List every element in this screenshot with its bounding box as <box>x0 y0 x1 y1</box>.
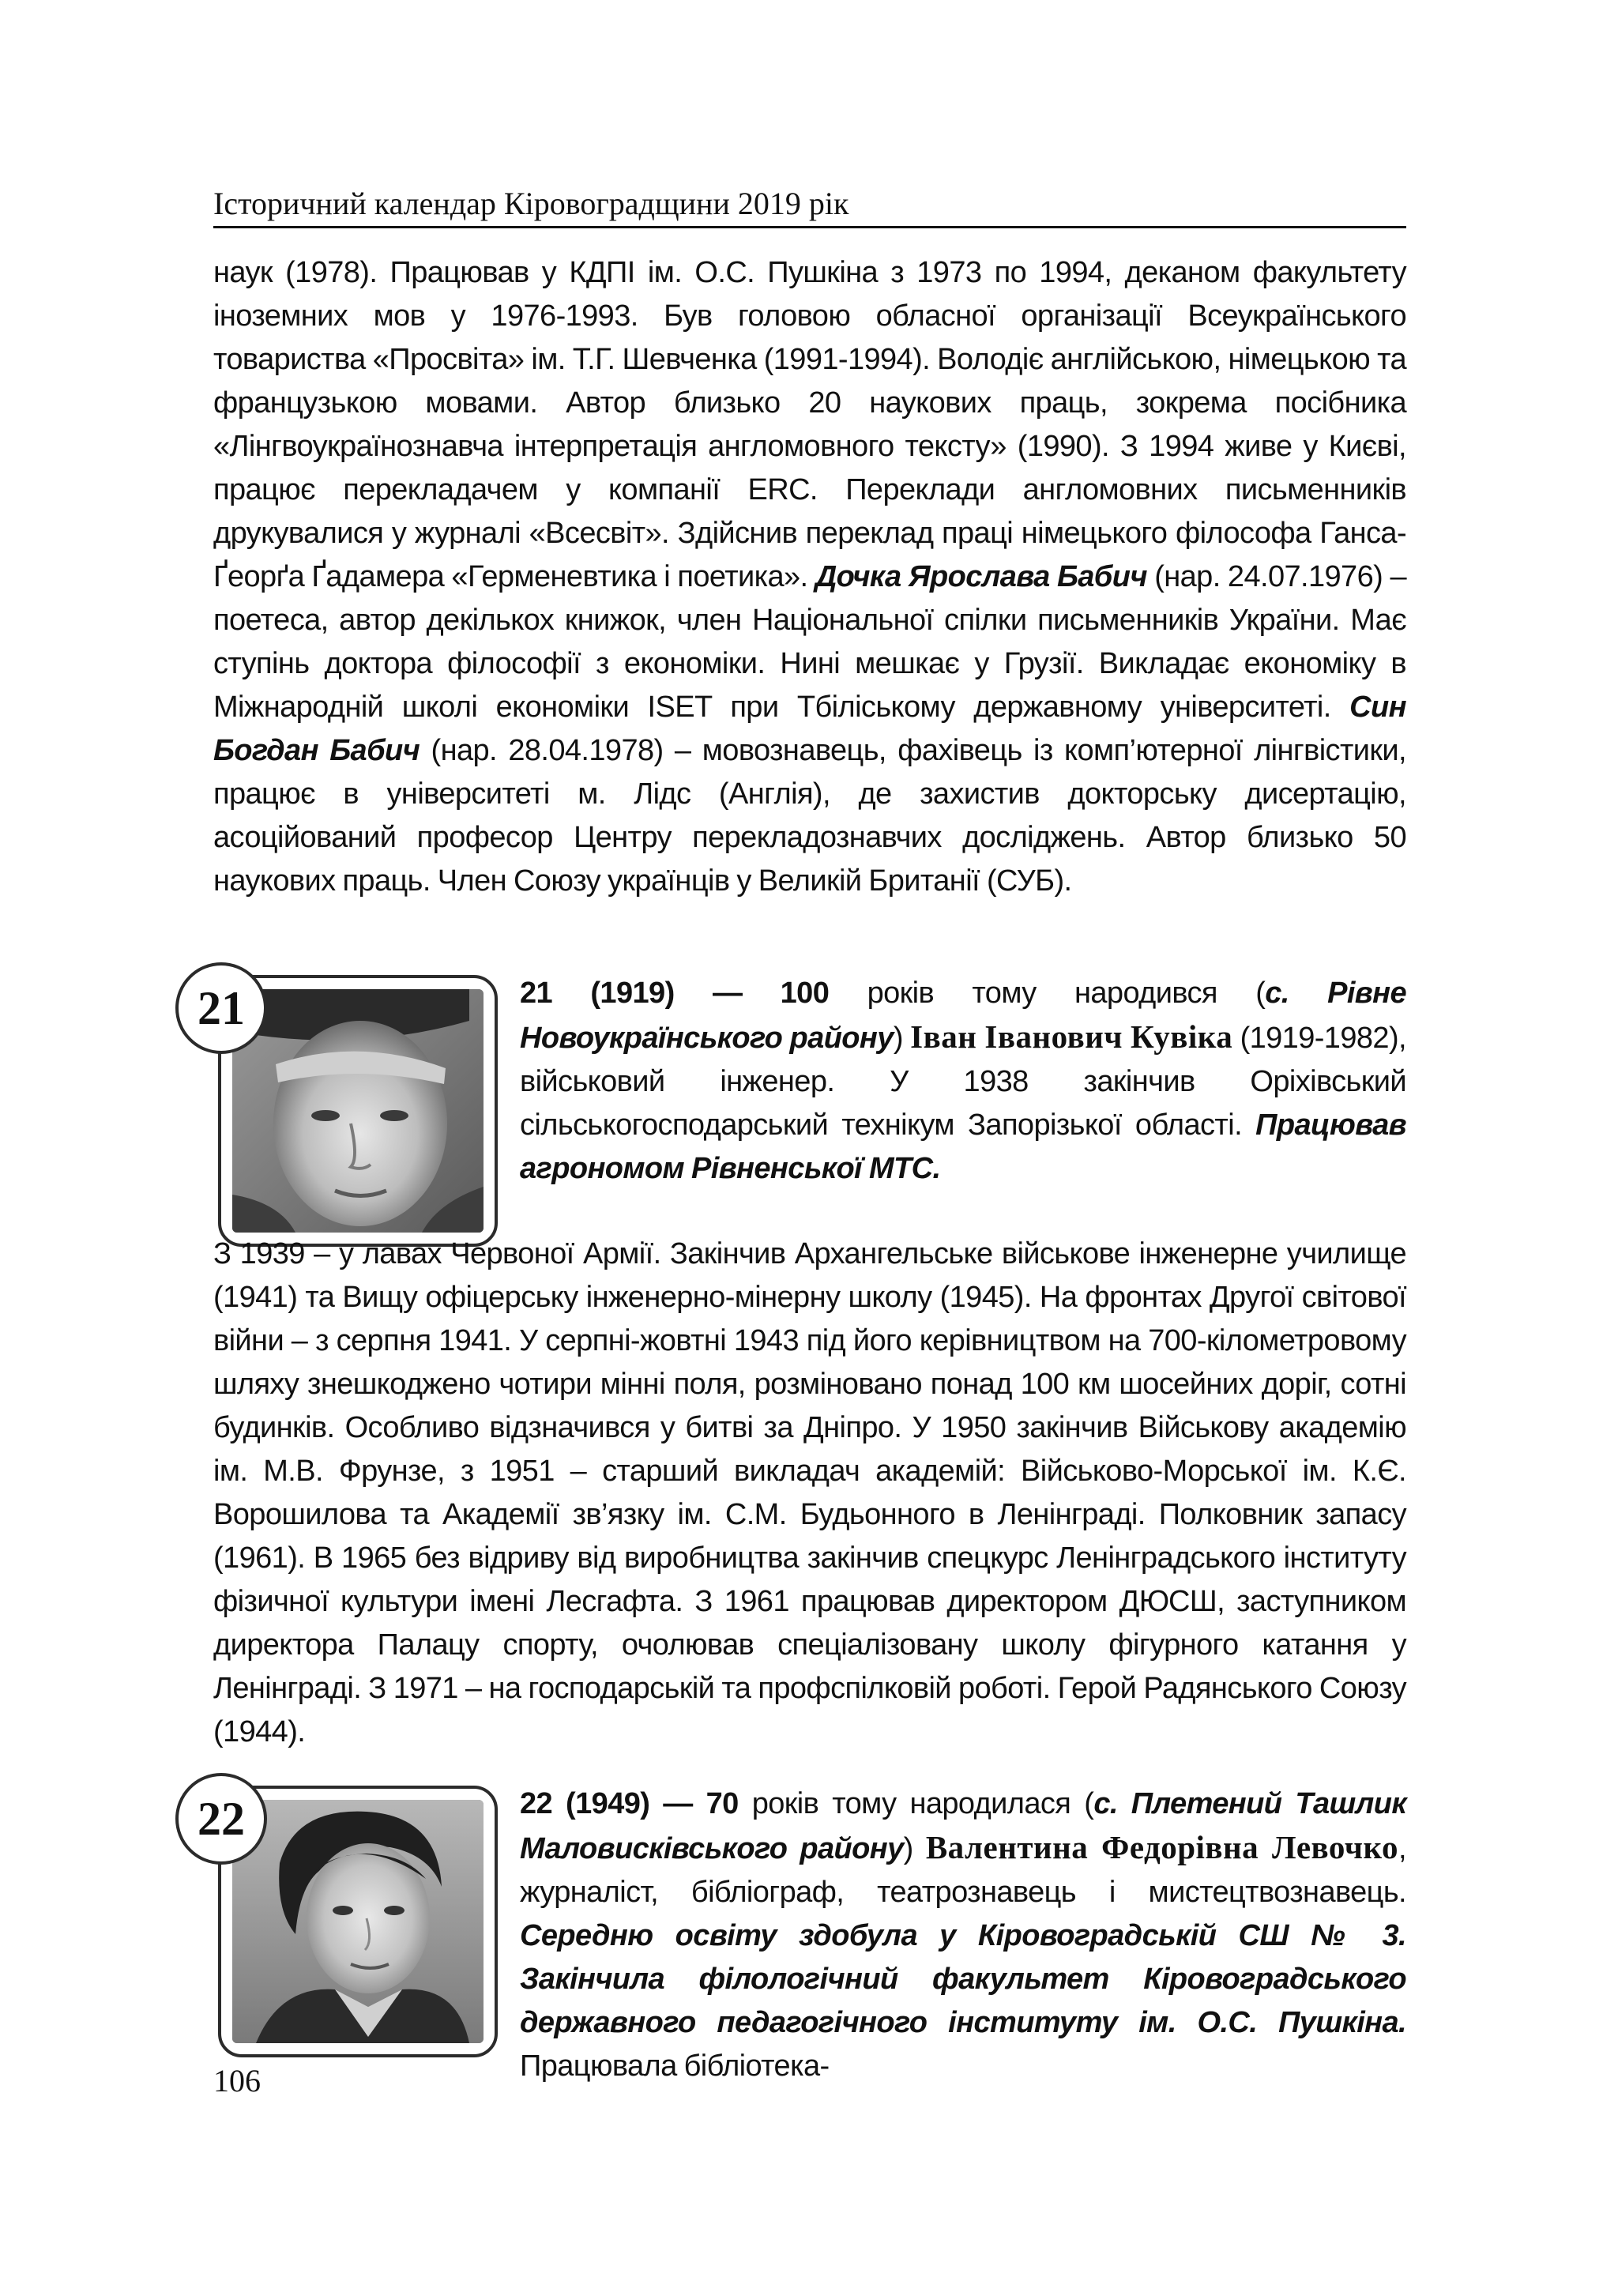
portrait-levochko-image <box>232 1800 484 2043</box>
intro-text-3: (нар. 28.04.1978) – мовознавець, фахівець із комп’ютерної лінгвістики, працює в університеті м. Лідс (Англія), де захистив докторську дисертацію, асоційований професор Центру перекладознавчих досліджень. Автор близько 50 наукових праць. Член Союзу українців у Великій Британії (СУБ). <box>213 734 1406 898</box>
entry-22-bold-1: Середню освіту здобула у Кіровоградській СШ № 3. Закінчила філологічний факультет Кіровоградського державного педагогічного інституту ім. О.С. Пушкіна. <box>520 1919 1406 2039</box>
entry-22-place: с. Плетений Ташлик Маловисківського району <box>520 1787 1406 1865</box>
header-divider <box>213 226 1406 228</box>
entry-22-text: Працювала бібліотека- <box>520 2049 830 2083</box>
intro-paragraph <box>213 251 1406 903</box>
day-badge-21: 21 <box>175 962 267 1054</box>
entry-21-place: с. Рівне Новоукраїнського району <box>520 977 1407 1055</box>
entry-22-after-name: , журналіст, бібліограф, театрознавець і мистецтвознавець. <box>520 1832 1406 1909</box>
entry-21-date: 21 (1919) — 100 <box>520 977 830 1010</box>
running-title: Історичний календар Кіровоградщини 2019 рік <box>213 186 849 221</box>
entry-22-date: 22 (1949) — 70 <box>520 1787 739 1820</box>
intro-text-2: (нар. 24.07.1976) – поетеса, автор декількох книжок, член Національної спілки письменників України. Має ступінь доктора філософії з економіки. Нині мешкає у Грузії. Викладає економіку в Міжнародній школі економіки ISET при Тбіліському державному університеті. <box>213 560 1406 724</box>
day-badge-22: 22 <box>175 1773 267 1865</box>
portrait-kuvika-image <box>232 989 484 1233</box>
page-number: 106 <box>213 2063 261 2098</box>
intro-text-1: наук (1978). Працював у КДПІ ім. О.С. Пушкіна з 1973 по 1994, деканом факультету іноземних мов у 1976-1993. Був головою обласної організації Всеукраїнського товариства «Просвіта» ім. Т.Г. Шевченка (1991-1994). Володіє англійською, німецькою та французькою мовами. Автор близько 20 наукових праць, зокрема посібника «Лінгвоукраїнознавча інтерпретація англомовного тексту» (1990). З 1994 живе у Києві, працює перекладачем у компанії ERC. Переклади англомовних письменників друкувалися у журналі «Всесвіт». Здійснив переклад праці німецького філософа Ганса-Ґеорґа Ґадамера «Герменевтика і поетика». <box>213 256 1406 593</box>
son-label: Син Богдан Бабич <box>213 691 1406 767</box>
entry-22-lead-close: ) <box>903 1832 913 1865</box>
entry-21-text: З 1939 – у лавах Червоної Армії. Закінчив Архангельське військове інженерне училище (1941) та Вищу офіцерську інженерно-мінерну школу (1945). На фронтах Другої світової війни – з серпня 1941. У серпні-жовтні 1943 під його керівництвом на 700-кілометровому шляху знешкоджено чотири мінні поля, розміновано понад 100 км шосейних доріг, сотні будинків. Особливо відзначився у битві за Дніпро. У 1950 закінчив Військову академію ім. М.В. Фрунзе, з 1951 – старший викладач академій: Військово-Морської ім. К.Є. Ворошилова та Академії зв’язку ім. С.М. Будьонного в Ленінграді. Полковник запасу (1961). В 1965 без відриву від виробництва закінчив спецкурс Ленінградського інституту фізичної культури імені Лесгафта. З 1961 працював директором ДЮСШ, заступником директора Палацу спорту, очолював спеціалізовану школу фігурного катання у Ленінграді. З 1971 – на господарській та профспілковій роботі. Герой Радянського Союзу (1944). <box>213 1237 1406 1748</box>
portrait-levochko <box>232 1800 484 2043</box>
entry-21-lead-close: ) <box>893 1022 903 1055</box>
entry-22-lead: років тому народилася ( <box>751 1787 1094 1820</box>
daughter-label: Дочка Ярослава Бабич <box>815 560 1147 593</box>
entry-21-body <box>213 1233 1406 1754</box>
entry-22-name: Валентина Федорівна Левочко <box>925 1829 1399 1865</box>
entry-21-head <box>520 972 1406 1191</box>
entry-21-after-name: (1919-1982), військовий інженер. У 1938 закінчив Оріхівський сільськогосподарський технікум Запорізької області. <box>520 1022 1406 1142</box>
entry-21-lead: років тому народився ( <box>867 977 1266 1010</box>
portrait-kuvika <box>232 989 484 1233</box>
entry-21-name: Іван Іванович Кувіка <box>910 1018 1233 1055</box>
entry-21-bold-1: Працював агрономом Рівненської МТС. <box>520 1108 1406 1185</box>
entry-22-head <box>520 1782 1406 2088</box>
